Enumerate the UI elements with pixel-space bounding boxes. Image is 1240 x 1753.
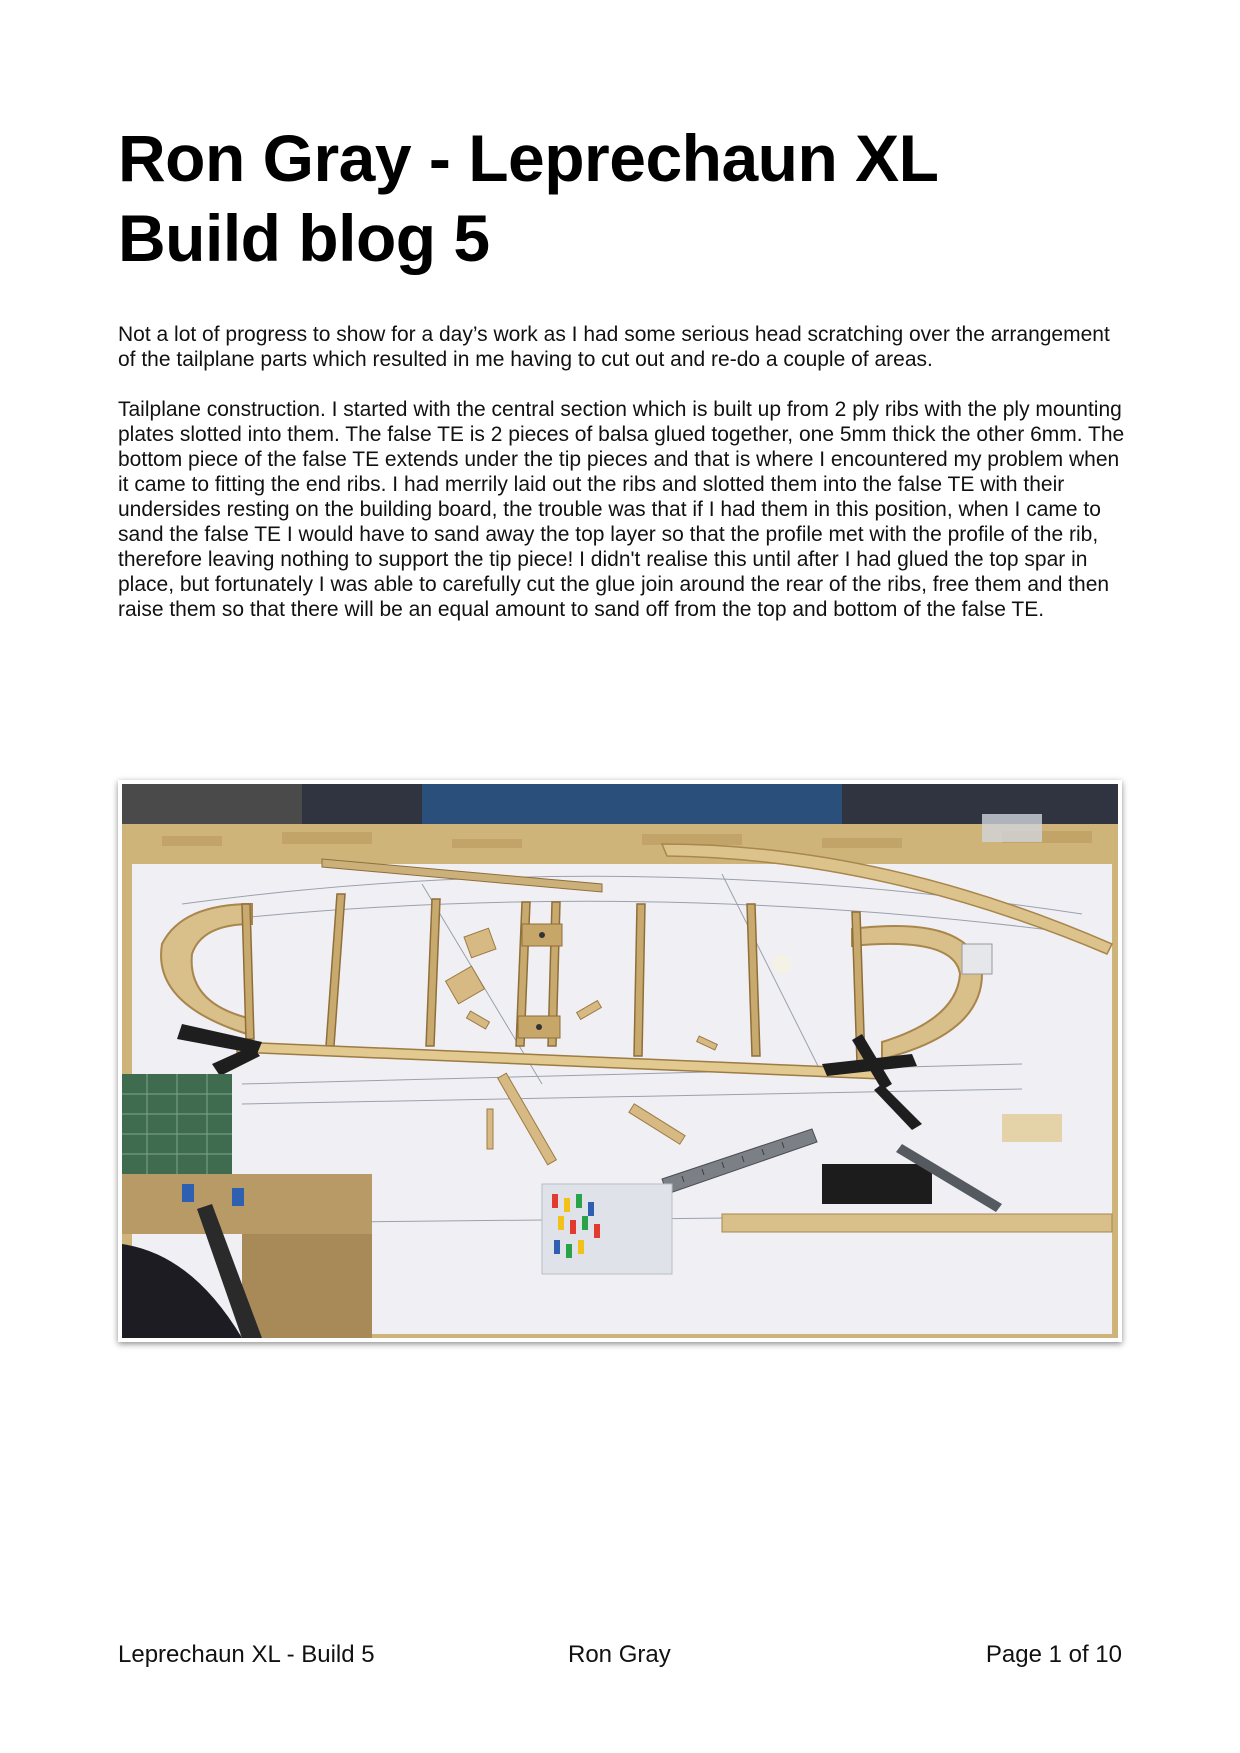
- title-line-2: Build blog 5: [118, 201, 490, 275]
- footer-document-name: Leprechaun XL - Build 5: [118, 1641, 375, 1668]
- document-title: [118, 118, 1118, 278]
- body-text: [118, 322, 1130, 647]
- tailplane-build-photo: [118, 780, 1122, 1342]
- tailplane-photo-illustration: [122, 784, 1118, 1338]
- footer-author: Ron Gray: [568, 1641, 671, 1668]
- paragraph-tailplane: Tailplane construction. I started with the central section which is built up from 2 ply ribs with the ply mounting plates slotted into them. The false TE is 2 pieces of balsa glued together, one 5mm thick the other 6mm. The bottom piece of the false TE extends under the tip pieces and that is where I encountered my problem when it came to fitting the end ribs. I had merrily laid out the ribs and slotted them into the false TE with their undersides resting on the building board, the trouble was that if I had them in this position, when I came to sand the false TE I would have to sand away the top layer so that the profile met with the profile of the rib, therefore leaving nothing to support the tip piece! I didn't realise this until after I had glued the top spar in place, but fortunately I was able to carefully cut the glue join around the rear of the ribs, free them and then raise them so that there will be an equal amount to sand off from the top and bottom of the false TE.: [118, 398, 1125, 621]
- paragraph-intro: Not a lot of progress to show for a day’s work as I had some serious head scratching over the arrangement of the tailplane parts which resulted in me having to cut out and re-do a couple of areas.: [118, 323, 1110, 371]
- title-line-1: Ron Gray - Leprechaun XL: [118, 121, 939, 195]
- footer-page-number: Page 1 of 10: [985, 1641, 1122, 1668]
